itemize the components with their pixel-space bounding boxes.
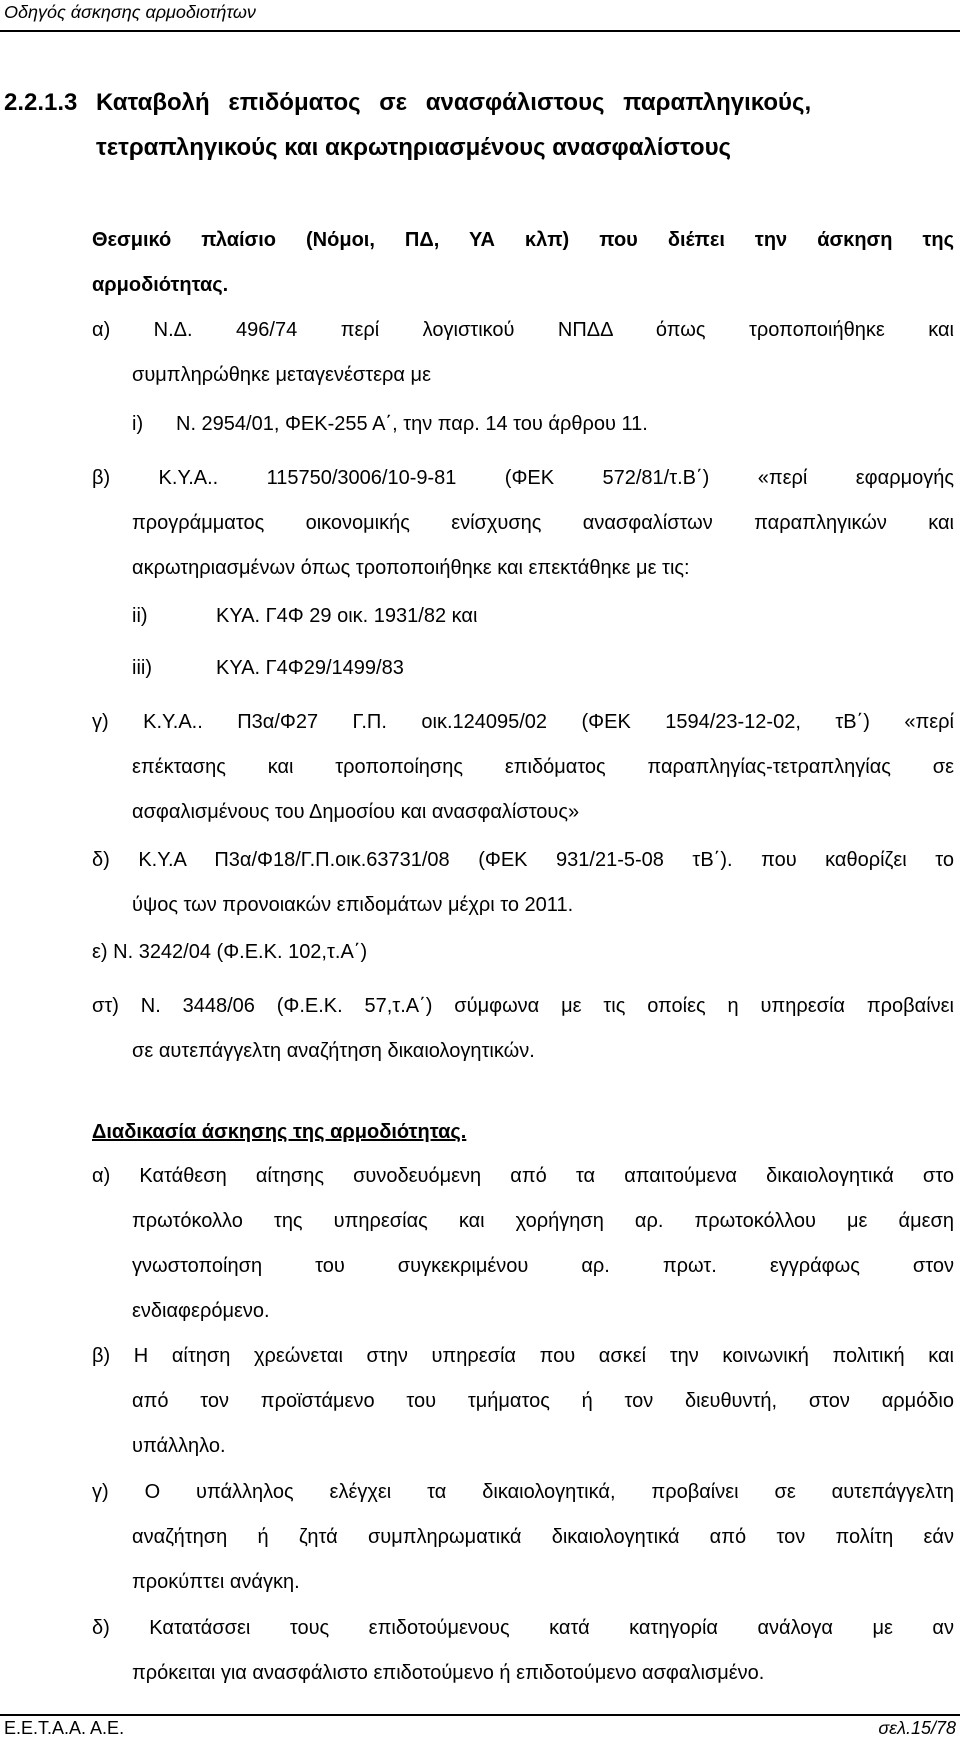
procedure-b-line1: β) Η αίτηση χρεώνεται στην υπηρεσία που ασκεί την κοινωνική πολιτική και bbox=[92, 1345, 954, 1367]
framework-d-line1: δ) Κ.Υ.Α Π3α/Φ18/Γ.Π.οικ.63731/08 (ΦΕΚ 931/21-5-08 τΒ΄). που καθορίζει το bbox=[92, 849, 954, 871]
section-number: 2.2.1.3 bbox=[4, 89, 78, 116]
procedure-d-line1: δ) Κατατάσσει τους επιδοτούμενους κατά κατηγορία ανάλογα με αν bbox=[92, 1617, 954, 1639]
procedure-a-line2: πρωτόκολλο της υπηρεσίας και χορήγηση αρ. πρωτοκόλλου με άμεση bbox=[132, 1210, 954, 1232]
framework-a-i-label: i) bbox=[132, 413, 144, 435]
procedure-heading: Διαδικασία άσκησης της αρμοδιότητας. bbox=[92, 1121, 467, 1143]
framework-d-line2: ύψος των προνοιακών επιδομάτων μέχρι το 2011. bbox=[132, 894, 574, 916]
header-divider bbox=[0, 30, 960, 32]
framework-b-line1: β) Κ.Υ.Α.. 115750/3006/10-9-81 (ΦΕΚ 572/81/τ.Β΄) «περί εφαρμογής bbox=[92, 467, 954, 489]
framework-b-ii-text: ΚΥΑ. Γ4Φ 29 οικ. 1931/82 και bbox=[216, 605, 478, 627]
procedure-item-a bbox=[92, 1154, 954, 1334]
procedure-c-line1: γ) Ο υπάλληλος ελέγχει τα δικαιολογητικά, προβαίνει σε αυτεπάγγελτη bbox=[92, 1481, 954, 1503]
framework-c-line1: γ) Κ.Υ.Α.. Π3α/Φ27 Γ.Π. οικ.124095/02 (ΦΕΚ 1594/23-12-02, τΒ΄) «περί bbox=[92, 711, 954, 733]
procedure-c-line3: προκύπτει ανάγκη. bbox=[132, 1571, 300, 1593]
procedure-a-line3: γνωστοποίηση του συγκεκριμένου αρ. πρωτ. εγγράφως στον bbox=[132, 1255, 954, 1277]
procedure-a-line1: α) Κατάθεση αίτησης συνοδευόμενη από τα απαιτούμενα δικαιολογητικά στο bbox=[92, 1165, 954, 1187]
framework-f-line1: στ) Ν. 3448/06 (Φ.Ε.Κ. 57,τ.Α΄) σύμφωνα με τις οποίες η υπηρεσία προβαίνει bbox=[92, 995, 954, 1017]
framework-b-iii-label: iii) bbox=[132, 657, 152, 679]
framework-heading-line1: Θεσμικό πλαίσιο (Νόμοι, ΠΔ, ΥΑ κλπ) που διέπει την άσκηση της bbox=[92, 229, 954, 251]
framework-item-c bbox=[92, 700, 954, 835]
framework-item-f bbox=[92, 984, 954, 1074]
section-title-line2: τετραπληγικούς και ακρωτηριασμένους ανασφαλίστους bbox=[96, 134, 732, 161]
framework-a-i-text: Ν. 2954/01, ΦΕΚ-255 Α΄, την παρ. 14 του άρθρου 11. bbox=[176, 413, 648, 435]
section-heading bbox=[4, 80, 954, 170]
section-title-line1: Καταβολή επιδόματος σε ανασφάλιστους παραπληγικούς, bbox=[96, 89, 812, 116]
framework-item-a-i bbox=[132, 402, 954, 447]
framework-b-iii-text: ΚΥΑ. Γ4Φ29/1499/83 bbox=[216, 657, 404, 679]
procedure-item-b bbox=[92, 1334, 954, 1469]
footer-divider bbox=[0, 1714, 960, 1716]
framework-heading-line2: αρμοδιότητας. bbox=[92, 274, 229, 296]
procedure-item-c bbox=[92, 1470, 954, 1605]
framework-f-line2: σε αυτεπάγγελτη αναζήτηση δικαιολογητικών. bbox=[132, 1040, 535, 1062]
framework-b-ii-label: ii) bbox=[132, 605, 148, 627]
framework-item-b bbox=[92, 456, 954, 591]
framework-b-line3: ακρωτηριασμένων όπως τροποποιήθηκε και επεκτάθηκε με τις: bbox=[132, 557, 690, 579]
footer-company: Ε.Ε.Τ.Α.Α. Α.Ε. bbox=[4, 1718, 125, 1738]
framework-e-line1: ε) Ν. 3242/04 (Φ.Ε.Κ. 102,τ.Α΄) bbox=[92, 941, 368, 963]
procedure-c-line2: αναζήτηση ή ζητά συμπληρωματικά δικαιολογητικά από τον πολίτη εάν bbox=[132, 1526, 954, 1548]
framework-heading bbox=[92, 218, 954, 308]
framework-item-e bbox=[92, 930, 954, 975]
page-number: σελ.15/78 bbox=[878, 1718, 956, 1738]
page-header bbox=[0, 0, 960, 38]
procedure-item-d bbox=[92, 1606, 954, 1696]
framework-item-d bbox=[92, 838, 954, 928]
framework-a-line2: συμπληρώθηκε μεταγενέστερα με bbox=[132, 364, 431, 386]
framework-c-line3: ασφαλισμένους του Δημοσίου και ανασφαλίστους» bbox=[132, 801, 580, 823]
framework-item-a bbox=[92, 308, 954, 398]
procedure-a-line4: ενδιαφερόμενο. bbox=[132, 1300, 270, 1322]
framework-a-line1: α) Ν.Δ. 496/74 περί λογιστικού ΝΠΔΔ όπως τροποποιήθηκε και bbox=[92, 319, 954, 341]
framework-item-b-iii bbox=[132, 646, 954, 691]
procedure-b-line3: υπάλληλο. bbox=[132, 1435, 226, 1457]
framework-item-b-ii bbox=[132, 594, 954, 639]
framework-b-line2: προγράμματος οικονομικής ενίσχυσης ανασφαλίστων παραπληγικών και bbox=[132, 512, 954, 534]
document-title: Οδηγός άσκησης αρμοδιοτήτων bbox=[4, 2, 256, 22]
procedure-d-line2: πρόκειται για ανασφάλιστο επιδοτούμενο ή επιδοτούμενο ασφαλισμένο. bbox=[132, 1662, 765, 1684]
procedure-b-line2: από τον προϊστάμενο του τμήματος ή τον διευθυντή, στον αρμόδιο bbox=[132, 1390, 954, 1412]
framework-c-line2: επέκτασης και τροποποίησης επιδόματος παραπληγίας-τετραπληγίας σε bbox=[132, 756, 954, 778]
